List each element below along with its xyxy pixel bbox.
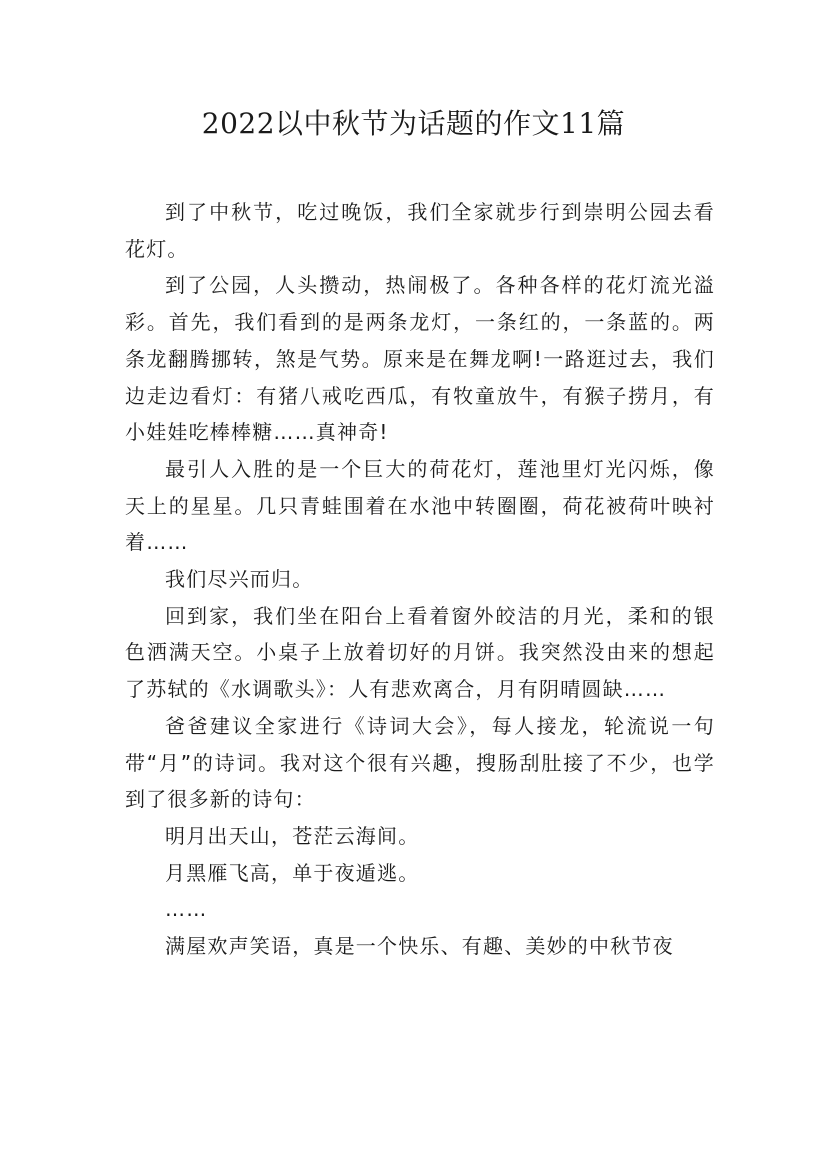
paragraph: 到了公园，人头攒动，热闹极了。各种各样的花灯流光溢彩。首先，我们看到的是两条龙灯，一条红的，一条蓝的。两条龙翻腾挪转，煞是气势。原来是在舞龙啊!一路逛过去，我们边走边看灯：有猪八戒吃西瓜，有牧童放牛，有猴子捞月，有小娃娃吃棒棒糖……真神奇!: [125, 273, 715, 445]
poem-line: 月黑雁飞高，单于夜遁逃。: [165, 860, 420, 885]
poem-line: 明月出天山，苍茫云海间。: [165, 823, 420, 848]
paragraph: 爸爸建议全家进行《诗词大会》，每人接龙，轮流说一句带“月”的诗词。我对这个很有兴趣，搜肠刮肚接了不少，也学到了很多新的诗句：: [125, 713, 715, 812]
paragraph: 回到家，我们坐在阳台上看着窗外皎洁的月光，柔和的银色洒满天空。小桌子上放着切好的月饼。我突然没由来的想起了苏轼的《水调歌头》：人有悲欢离合，月有阴晴圆缺……: [125, 603, 715, 702]
ellipsis-line: ……: [165, 897, 208, 922]
document-title: 2022以中秋节为话题的作文11篇: [201, 107, 626, 140]
paragraph: 我们尽兴而归。: [165, 567, 314, 592]
paragraph: 最引人入胜的是一个巨大的荷花灯，莲池里灯光闪烁，像天上的星星。几只青蛙围着在水池中转圈圈，荷花被荷叶映衬着……: [125, 456, 715, 555]
paragraph: 满屋欢声笑语，真是一个快乐、有趣、美妙的中秋节夜: [165, 934, 674, 959]
paragraph: 到了中秋节，吃过晚饭，我们全家就步行到崇明公园去看花灯。: [125, 200, 715, 261]
document-body: [125, 194, 715, 965]
